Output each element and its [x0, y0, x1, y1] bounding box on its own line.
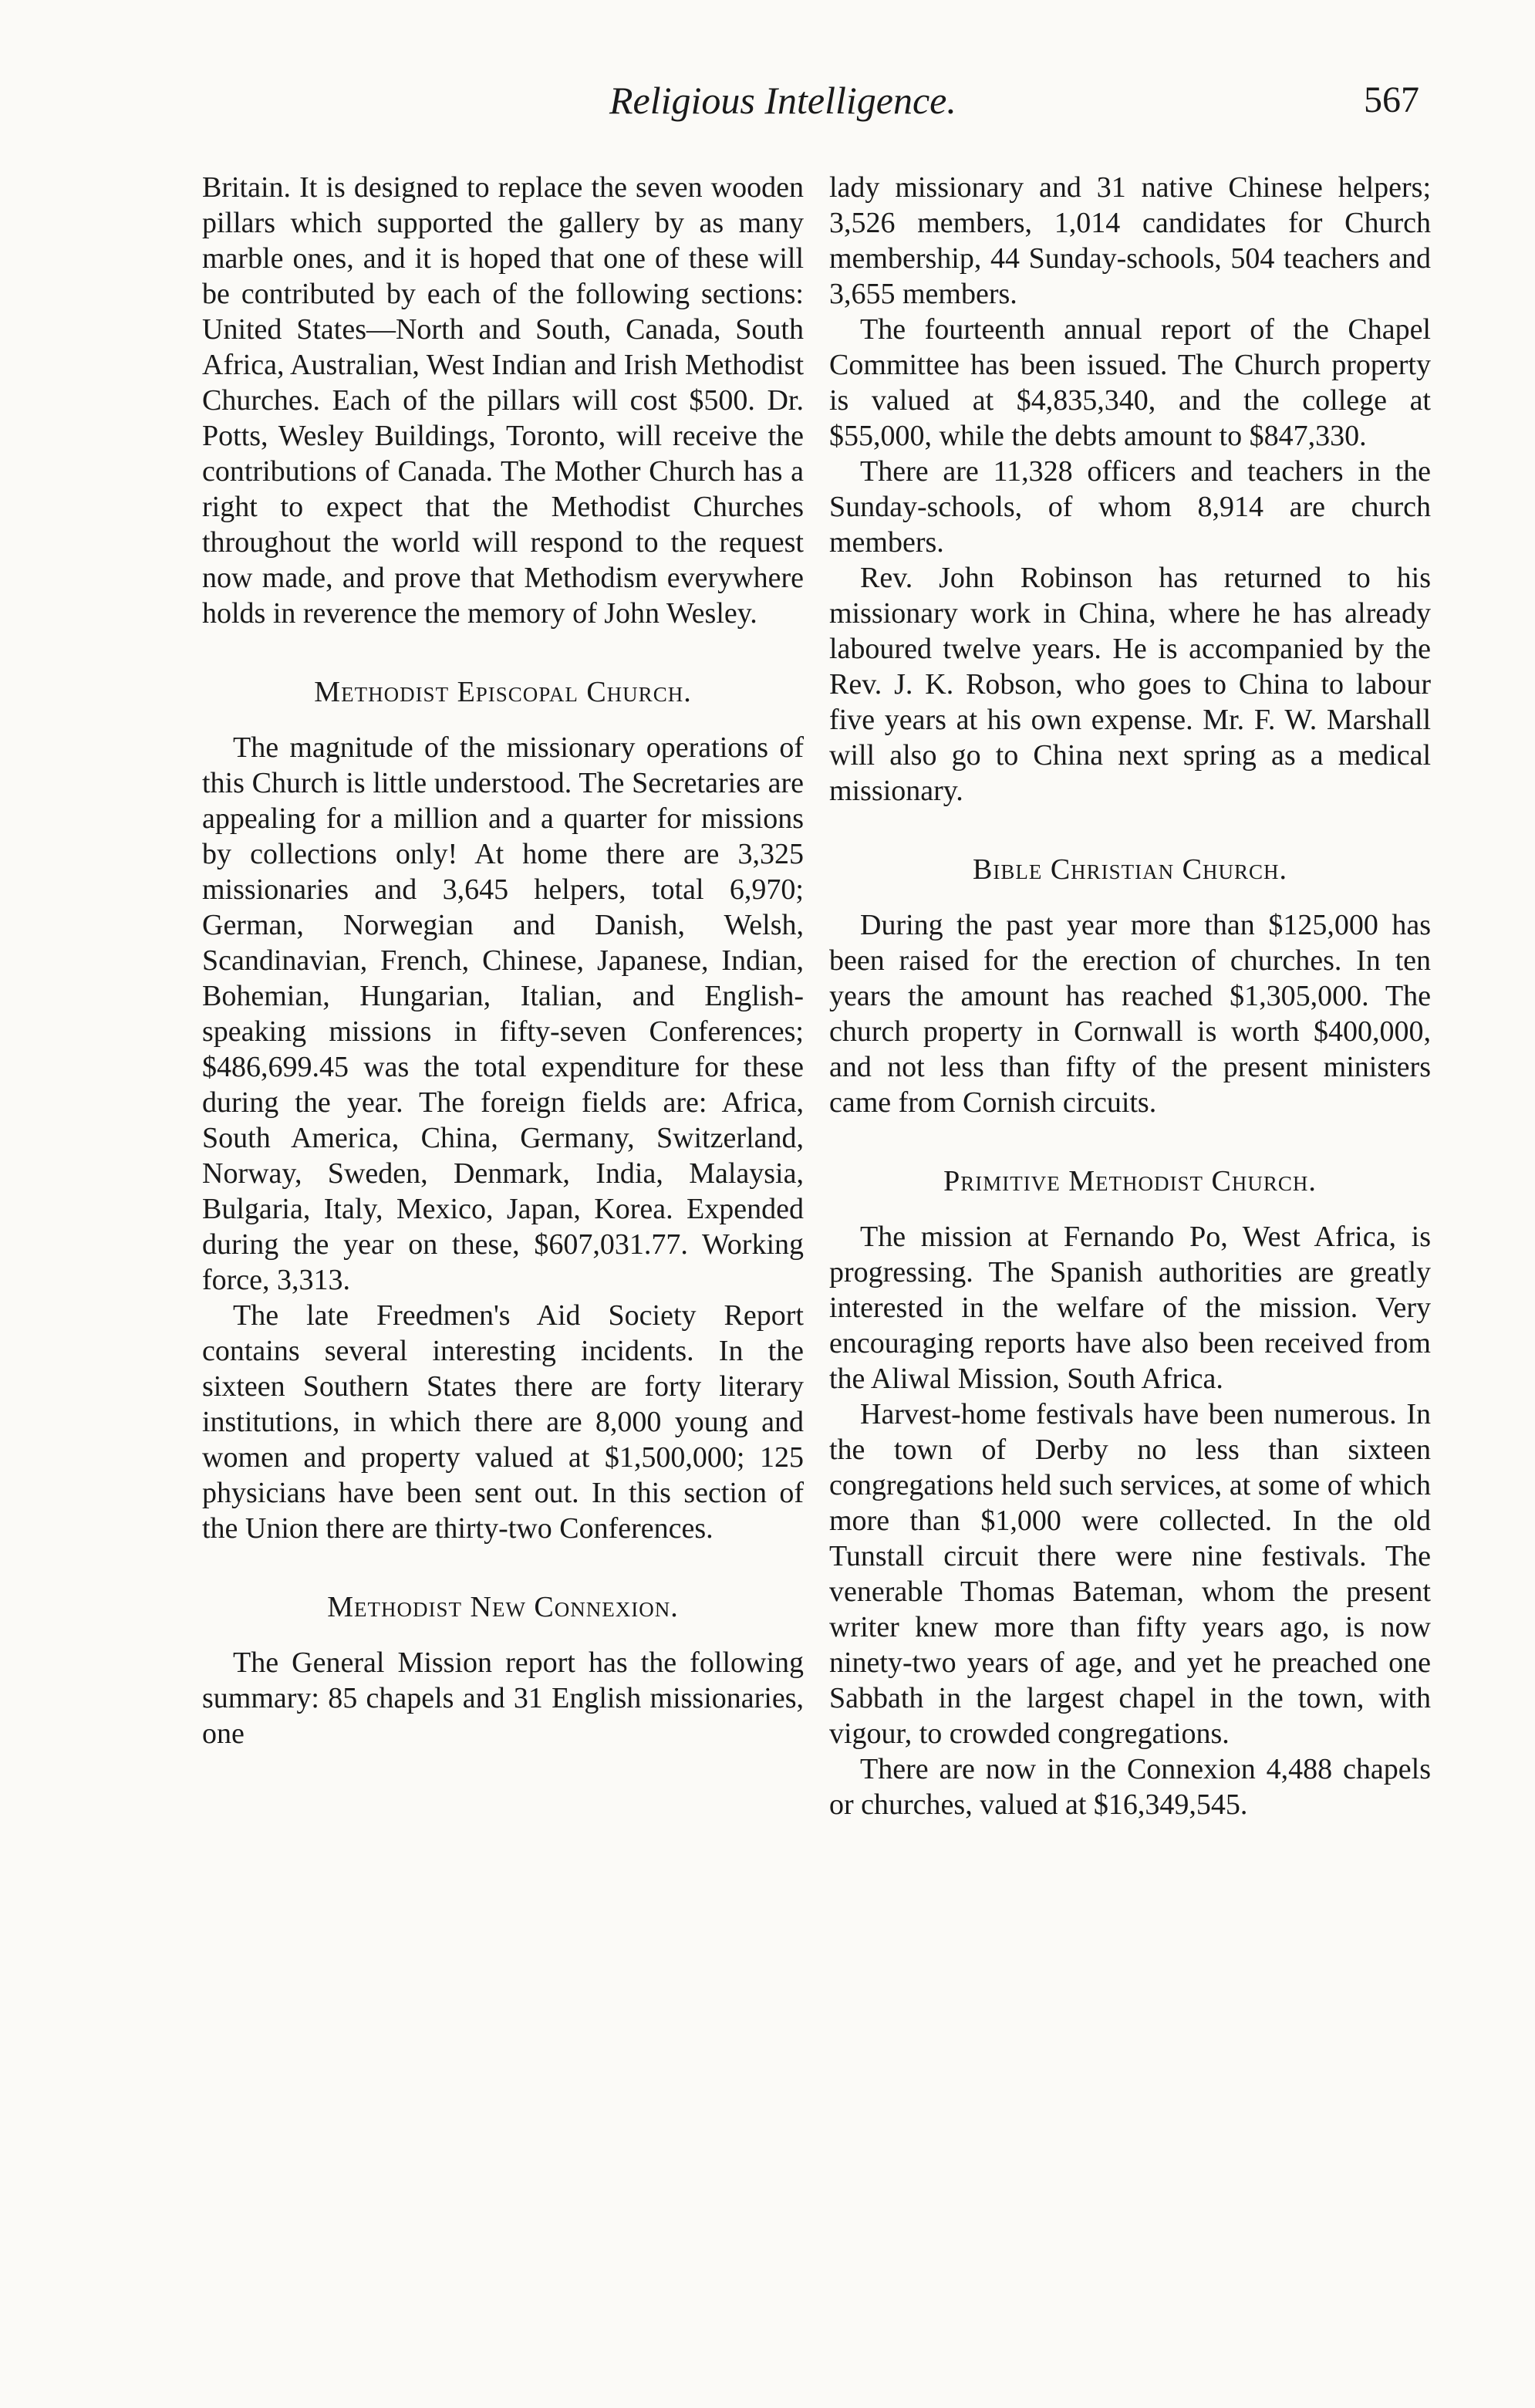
right-column — [829, 170, 1431, 1822]
paragraph-connexion-chapels: There are now in the Connexion 4,488 chapels or churches, valued at $16,349,545. — [829, 1753, 1431, 1821]
section-heading-bible-christian: Bible Christian Church. — [972, 853, 1288, 886]
paragraph-church-erection: During the past year more than $125,000 has been raised for the erection of churches. In ten years the amount has reached $1,305,000. The church property in Cornwall is worth $400,000, and not less than fifty of the present ministers came from Cornish circuits. — [829, 909, 1431, 1119]
running-head — [0, 77, 1535, 123]
paragraph-harvest-home: Harvest-home festivals have been numerous. In the town of Derby no less than sixteen congregations held such services, at some of which more than $1,000 were collected. In the old Tunstall circuit there were nine festivals. The venerable Thomas Bateman, whom the present writer knew more than fifty years ago, is now ninety-two years of age, and yet he preached one Sabbath in the largest chapel in the town, with vigour, to crowded congregations. — [829, 1398, 1431, 1750]
paragraph-fernando-po: The mission at Fernando Po, West Africa, is progressing. The Spanish authorities are greatly interested in the welfare of the mission. Very encouraging reports have also been received from the Aliwal Mission, South Africa. — [829, 1221, 1431, 1395]
section-heading-primitive-methodist: Primitive Methodist Church. — [943, 1165, 1317, 1197]
paragraph-freedmens-aid: The late Freedmen's Aid Society Report contains several interesting incidents. In the sixteen Southern States there are forty literary institutions, in which there are 8,000 young and women and property valued at $1,500,000; 125 physicians have been sent out. In this section of the Union there are thirty-two Conferences. — [202, 1299, 804, 1545]
left-column — [202, 170, 804, 1751]
paragraph-sunday-school-officers: There are 11,328 officers and teachers in the Sunday-schools, of whom 8,914 are church members. — [829, 455, 1431, 559]
paragraph-john-robinson: Rev. John Robinson has returned to his missionary work in China, where he has already laboured twelve years. He is accompanied by the Rev. J. K. Robson, who goes to China to labour five years at his own expense. Mr. F. W. Marshall will also go to China next spring as a medical missionary. — [829, 562, 1431, 807]
page-number: 567 — [1364, 79, 1419, 120]
paragraph-general-mission: The General Mission report has the following summary: 85 chapels and 31 English missionaries, one — [202, 1646, 804, 1750]
paragraph-wesley-pillars: Britain. It is designed to replace the seven wooden pillars which supported the gallery by as many marble ones, and it is hoped that one of these will be contributed by each of the following sections: United States—North and South, Canada, South Africa, Australian, West Indian and Irish Methodist Churches. Each of the pillars will cost $500. Dr. Potts, Wesley Buildings, Toronto, will receive the contributions of Canada. The Mother Church has a right to expect that the Methodist Churches throughout the world will respond to the request now made, and prove that Methodism everywhere holds in reverence the memory of John Wesley. — [202, 171, 804, 630]
paragraph-missionary-operations: The magnitude of the missionary operations of this Church is little understood. The Secretaries are appealing for a million and a quarter for missions by collections only! At home there are 3,325 missionaries and 3,645 helpers, total 6,970; German, Norwegian and Danish, Welsh, Scandinavian, French, Chinese, Japanese, Indian, Bohemian, Hungarian, Italian, and English-speaking missions in fifty-seven Conferences; $486,699.45 was the total expenditure for these during the year. The foreign fields are: Africa, South America, China, Germany, Switzerland, Norway, Sweden, Denmark, India, Malaysia, Bulgaria, Italy, Mexico, Japan, Korea. Expended during the year on these, $607,031.77. Working force, 3,313. — [202, 731, 804, 1296]
paragraph-chapel-committee: The fourteenth annual report of the Chapel Committee has been issued. The Church property is valued at $4,835,340, and the college at $55,000, while the debts amount to $847,330. — [829, 313, 1431, 452]
section-heading-methodist-episcopal: Methodist Episcopal Church. — [314, 676, 692, 708]
section-heading-methodist-new-connexion: Methodist New Connexion. — [327, 1591, 679, 1623]
running-head-title: Religious Intelligence. — [609, 79, 956, 122]
paragraph-mission-summary-cont: lady missionary and 31 native Chinese helpers; 3,526 members, 1,014 candidates for Church membership, 44 Sunday-schools, 504 teachers and 3,655 members. — [829, 171, 1431, 310]
